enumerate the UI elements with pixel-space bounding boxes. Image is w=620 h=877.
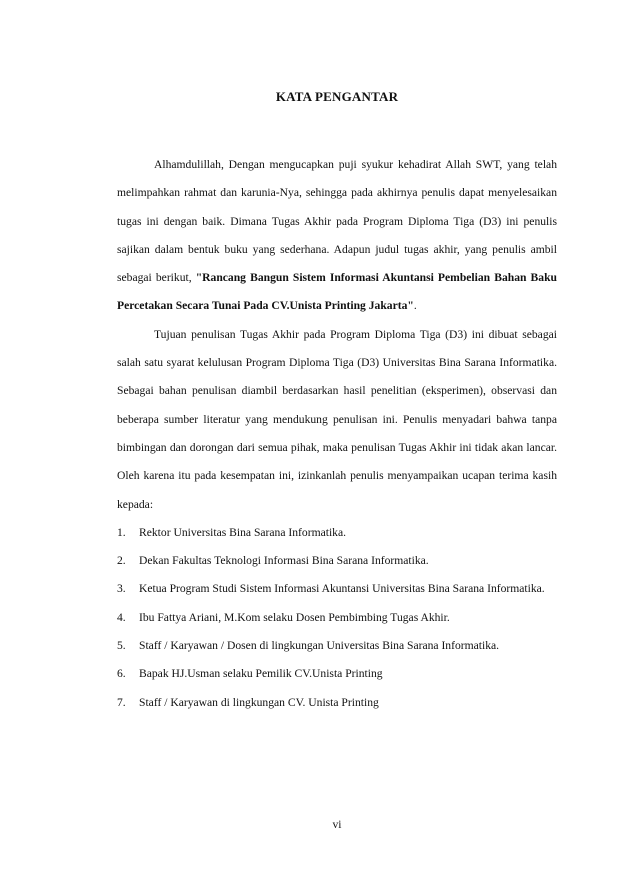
page-title: KATA PENGANTAR <box>275 89 399 104</box>
list-item <box>117 604 557 632</box>
list-item-number: 5. <box>117 639 126 653</box>
paragraph-intro <box>117 151 557 321</box>
list-item-text: Ketua Program Studi Sistem Informasi Akuntansi Universitas Bina Sarana Informatika. <box>139 582 545 596</box>
list-item <box>117 660 557 688</box>
list-item-number: 1. <box>117 525 126 539</box>
list-item-number: 4. <box>117 610 126 624</box>
list-item <box>117 689 557 717</box>
list-item <box>117 632 557 660</box>
paragraph-intro-text: Alhamdulillah, Dengan mengucapkan puji syukur kehadirat Allah SWT, yang telah melimpahkan rahmat dan karunia-Nya, sehingga pada akhirnya penulis dapat menyelesaikan tugas ini dengan baik. Dimana Tugas Akhir pada Program Diploma Tiga (D3) ini penulis sajikan dalam bentuk buku yang sederhana. Adapun judul tugas akhir, yang penulis ambil sebagai berikut, <box>117 158 557 285</box>
list-item-text: Ibu Fattya Ariani, M.Kom selaku Dosen Pembimbing Tugas Akhir. <box>139 610 450 624</box>
body-text <box>117 151 557 717</box>
list-item <box>117 519 557 547</box>
list-item <box>117 547 557 575</box>
paragraph-purpose: Tujuan penulisan Tugas Akhir pada Program Diploma Tiga (D3) ini dibuat sebagai salah satu syarat kelulusan Program Diploma Tiga (D3) Universitas Bina Sarana Informatika. Sebagai bahan penulisan diambil berdasarkan hasil penelitian (eksperimen), observasi dan beberapa sumber literatur yang mendukung penulisan ini. Penulis menyadari bahwa tanpa bimbingan dan dorongan dari semua pihak, maka penulisan Tugas Akhir ini tidak akan lancar. Oleh karena itu pada kesempatan ini, izinkanlah penulis menyampaikan ucapan terima kasih kepada: <box>117 327 557 511</box>
page-number: vi <box>332 818 342 831</box>
list-item-number: 3. <box>117 582 126 596</box>
list-item-number: 7. <box>117 695 126 709</box>
list-item <box>117 575 557 603</box>
list-item-text: Bapak HJ.Usman selaku Pemilik CV.Unista Printing <box>139 667 383 681</box>
list-item-number: 6. <box>117 667 126 681</box>
list-item-text: Staff / Karyawan / Dosen di lingkungan Universitas Bina Sarana Informatika. <box>139 639 500 653</box>
list-item-number: 2. <box>117 554 126 568</box>
thesis-title: "Rancang Bangun Sistem Informasi Akuntansi Pembelian Bahan Baku Percetakan Secara Tunai Pada CV.Unista Printing Jakarta" <box>117 271 557 313</box>
paragraph-intro-end: . <box>413 299 417 313</box>
list-item-text: Staff / Karyawan di lingkungan CV. Unista Printing <box>139 695 379 709</box>
acknowledgement-list <box>117 519 557 717</box>
list-item-text: Dekan Fakultas Teknologi Informasi Bina Sarana Informatika. <box>139 554 429 568</box>
list-item-text: Rektor Universitas Bina Sarana Informatika. <box>139 525 347 539</box>
